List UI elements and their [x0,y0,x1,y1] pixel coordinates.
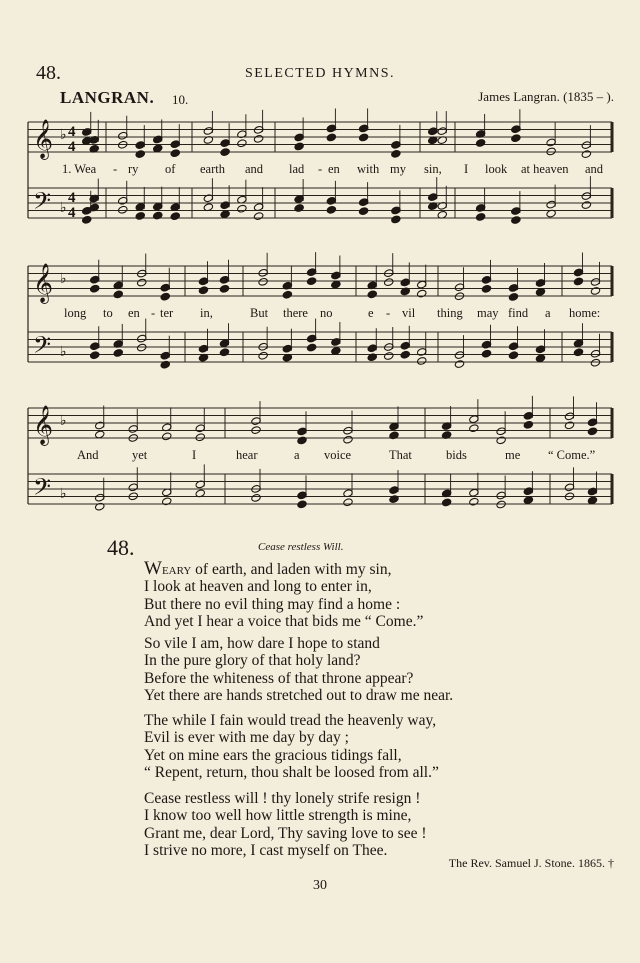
stanza-line: Cease restless will ! thy lonely strife resign ! [144,790,421,807]
lyric-syllable: voice [324,448,352,462]
flat-icon: ♭ [60,414,67,429]
note-head [297,500,307,509]
note-head [90,284,100,293]
note-head [564,421,574,430]
bass-clef-icon: 𝄢 [33,473,52,506]
note-head [400,350,410,359]
time-signature: 4 [68,124,76,140]
note-head [384,278,394,287]
note-head [367,290,377,299]
page-number: 48. [36,62,61,84]
lyric-syllable: my [390,162,406,176]
lyric-syllable: may [477,306,499,320]
note-head [481,284,491,293]
lyric-syllable: sin, [424,162,442,176]
lyric-syllable: hear [236,448,258,462]
note-head [441,498,451,507]
lyric-syllable: But [250,306,269,320]
stanza-line: I look at heaven and long to enter in, [144,578,372,596]
note-head [258,277,268,286]
lyric-syllable: en [328,162,340,176]
note-head [391,215,401,224]
stanza-4 [144,790,427,860]
lyric-syllable: ry [128,162,139,176]
note-head [306,277,316,286]
tune-name: LANGRAN. [60,88,155,107]
flat-icon: ♭ [60,345,67,360]
note-head [137,343,147,352]
stanza-line: And yet I hear a voice that bids me “ Come.” [144,613,424,631]
note-head [546,147,556,156]
lyric-syllable: ter [160,306,174,320]
lyric-syllable: with [357,162,380,176]
stanza-2 [144,635,453,705]
note-head [496,500,506,509]
bass-clef-icon: 𝄢 [33,187,52,220]
note-head [417,289,427,298]
note-head [294,142,304,151]
lyric-syllable: - [318,162,323,176]
lyric-syllable: lad [289,162,305,176]
note-head [219,348,229,357]
note-head [590,287,600,296]
note-head [220,148,230,157]
time-signature: 4 [68,139,76,155]
note-head [475,213,485,222]
composer-credit: James Langran. (1835 – ). [478,89,614,104]
stanza-line: Evil is ever with me day by day ; [144,729,349,747]
note-head [135,212,145,221]
note-head [573,277,583,286]
note-head [523,496,533,505]
note-head [475,139,485,148]
lyric-syllable: bids [446,448,467,462]
music-system-3 [0,398,640,526]
note-head [253,134,263,143]
lyric-syllable: yet [132,448,148,462]
note-head [198,286,208,295]
stanza-line: But there no evil thing may find a home : [144,595,401,613]
lyric-syllable: find [508,306,529,320]
lyric-syllable: - [386,306,391,320]
note-head [581,201,591,210]
lyric-syllable: - [113,162,118,176]
note-head [282,290,292,299]
note-head [153,211,163,220]
note-head [343,498,353,507]
flat-icon: ♭ [60,487,67,502]
flat-icon: ♭ [60,128,67,143]
stanza-line: I know too well how little strength is mine, [144,807,412,825]
treble-clef-icon: 𝄞 [33,263,54,303]
note-head [511,134,521,143]
note-head [153,144,163,153]
lyric-syllable: e [368,306,374,320]
lyric-syllable: “ Come.” [548,448,596,462]
treble-clef-icon: 𝄞 [33,405,54,445]
author-credit: The Rev. Samuel J. Stone. 1865. † [448,856,614,870]
note-head [384,352,394,361]
lyric-syllable: vil [402,306,416,320]
lyric-syllable: to [103,306,113,320]
lyric-syllable: in, [200,306,213,320]
note-head [469,497,479,506]
note-head [454,360,464,369]
note-head [417,357,427,366]
flat-icon: ♭ [60,201,67,216]
note-head [113,349,123,358]
note-head [358,207,368,216]
note-head [326,133,336,142]
note-head [90,351,100,360]
stanza-1 [144,560,423,631]
note-head [587,427,597,436]
stanza-line: Yet on mine ears the gracious tidings fall, [144,746,402,764]
note-head [162,432,172,441]
lyric-syllable: That [389,448,412,462]
lyric-syllable: long [64,306,87,320]
note-head [220,210,230,219]
note-head [581,150,591,159]
note-head [137,278,147,287]
note-head [253,212,263,221]
stanza-line: “ Repent, return, thou shalt be loosed from all.” [144,764,439,782]
note-head [160,292,170,301]
note-head [573,348,583,357]
note-head [82,215,92,224]
lyric-syllable: a [294,448,300,462]
lyric-syllable: and [585,162,604,176]
stanza-line: I strive no more, I cast myself on Thee. [144,842,388,860]
lyric-syllable: 1. Wea [62,162,97,176]
stanza-line: Grant me, dear Lord, Thy saving love to see ! [144,824,427,842]
stanza-line-rest: of earth, and laden with my sin, [191,561,392,578]
lyric-syllable: - [151,306,156,320]
time-signature: 4 [68,190,76,206]
note-head [481,349,491,358]
note-head [508,293,518,302]
stanza-line: So vile I am, how dare I hope to stand [144,635,380,652]
note-head [343,435,353,444]
stanza-line: Before the whiteness of that throne appear? [144,669,414,687]
note-head [251,493,261,502]
music-system-1 [0,112,640,240]
note-head [590,358,600,367]
lyric-syllable: me [505,448,521,462]
note-head [469,424,479,433]
note-head [391,149,401,158]
lyric-syllable: a [545,306,551,320]
drop-cap: W [144,558,162,579]
note-head [219,284,229,293]
note-head [511,216,521,225]
lyric-syllable: look [485,162,508,176]
note-head [294,204,304,213]
music-system-2 [0,256,640,384]
note-head [162,497,172,506]
stanza-line: Weary of earth, and laden with my sin, [144,558,392,579]
stanza-line: The while I fain would tread the heavenly way, [144,712,437,729]
lyric-syllable: there [283,306,308,320]
note-head [331,347,341,356]
note-head [523,420,533,429]
note-head [389,431,399,440]
note-head [135,150,145,159]
note-head [358,133,368,142]
note-head [237,204,247,213]
note-head [326,205,336,214]
running-head: SELECTED HYMNS. [244,66,396,81]
lyric-syllable: of [165,162,176,176]
stanza-3 [144,712,439,782]
flat-icon: ♭ [60,272,67,287]
lyric-syllable: earth [200,162,225,176]
stanza-line: Yet there are hands stretched out to draw me near. [144,687,454,705]
lyric-syllable: and [245,162,264,176]
note-head [535,354,545,363]
note-head [496,436,506,445]
lyric-syllable: en [128,306,140,320]
lyric-syllable: no [320,306,333,320]
note-head [170,212,180,221]
lyric-syllable: thing [437,306,463,320]
note-head [170,149,180,158]
note-head [306,343,316,352]
hymn-title: Cease restless Will. [258,541,344,553]
note-head [113,290,123,299]
lyric-syllable: I [464,162,469,176]
folio: 30 [313,878,327,893]
lyric-syllable: I [192,448,197,462]
lyric-syllable: home: [569,306,601,320]
note-head [508,351,518,360]
hymn-number: 48. [107,535,135,560]
treble-clef-icon: 𝄞 [33,119,54,159]
time-signature: 4 [68,205,76,221]
note-head [258,351,268,360]
bass-clef-icon: 𝄢 [33,331,52,364]
note-head [237,139,247,148]
note-head [297,436,307,445]
note-head [118,205,128,214]
note-head [195,433,205,442]
stanza-line: In the pure glory of that holy land? [144,652,361,670]
note-head [389,495,399,504]
lyric-syllable: And [77,448,99,462]
lyric-syllable: at heaven [521,162,569,176]
tune-meter: 10. [172,92,189,107]
